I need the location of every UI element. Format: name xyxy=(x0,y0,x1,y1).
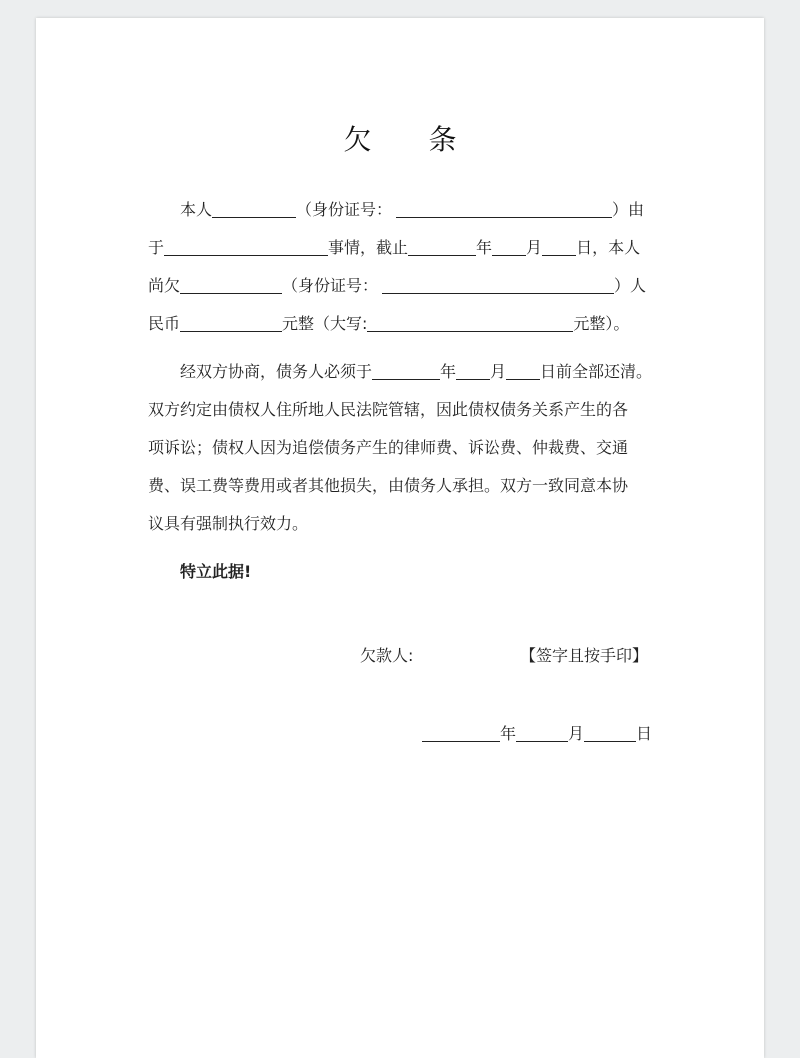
text-segment: 本人 xyxy=(180,200,213,219)
text-segment: 于 xyxy=(148,238,165,257)
blank-day[interactable] xyxy=(542,237,576,256)
text-segment: 年 xyxy=(476,238,493,257)
blank-repay-day[interactable] xyxy=(506,361,540,380)
paragraph-2-line-2: 双方约定由债权人住所地人民法院管辖，因此债权债务关系产生的各 xyxy=(148,400,629,419)
blank-name[interactable] xyxy=(212,199,296,218)
text-segment: 月 xyxy=(568,724,585,743)
blank-month[interactable] xyxy=(492,237,526,256)
signature-note: 【签字且按手印】 xyxy=(520,646,649,665)
paragraph-1-line-2 xyxy=(148,236,668,260)
blank-year[interactable] xyxy=(408,237,476,256)
text-segment: 日前全部还清。 xyxy=(540,362,653,381)
blank-matter[interactable] xyxy=(164,237,328,256)
document-title: 欠 条 xyxy=(343,123,481,156)
text-segment: 年 xyxy=(500,724,517,743)
blank-sign-year[interactable] xyxy=(422,723,500,742)
paragraph-1-line-3 xyxy=(148,274,668,298)
paragraph-1-line-4 xyxy=(148,312,668,336)
blank-id-number[interactable] xyxy=(396,199,612,218)
text-segment: （身份证号： xyxy=(282,276,379,295)
blank-amount[interactable] xyxy=(180,313,282,332)
closing-statement: 特立此据! xyxy=(180,562,252,581)
paragraph-2-line-3: 项诉讼；债权人因为追偿债务产生的律师费、诉讼费、仲裁费、交通 xyxy=(148,438,629,457)
text-segment: 民币 xyxy=(148,314,181,333)
signature-date xyxy=(422,722,662,746)
text-segment: 月 xyxy=(526,238,543,257)
text-segment: 尚欠 xyxy=(148,276,181,295)
text-segment: 经双方协商，债务人必须于 xyxy=(180,362,373,381)
text-segment: 事情，截止 xyxy=(328,238,409,257)
blank-amount-uppercase[interactable] xyxy=(367,313,573,332)
signature-label: 欠款人: xyxy=(360,646,414,665)
blank-repay-month[interactable] xyxy=(456,361,490,380)
text-segment: ）人 xyxy=(614,276,647,295)
paragraph-1-line-1 xyxy=(148,198,668,222)
text-segment: （身份证号： xyxy=(296,200,393,219)
text-segment: ）由 xyxy=(612,200,645,219)
blank-sign-day[interactable] xyxy=(584,723,636,742)
text-segment: 元整）。 xyxy=(573,314,630,333)
paragraph-2-line-5: 议具有强制执行效力。 xyxy=(148,514,309,533)
document-page xyxy=(36,18,764,1058)
blank-repay-year[interactable] xyxy=(372,361,440,380)
text-segment: 年 xyxy=(440,362,457,381)
text-segment: 月 xyxy=(490,362,507,381)
text-segment: 日，本人 xyxy=(576,238,641,257)
blank-sign-month[interactable] xyxy=(516,723,568,742)
paragraph-2-line-4: 费、误工费等费用或者其他损失，由债务人承担。双方一致同意本协 xyxy=(148,476,629,495)
blank-creditor-name[interactable] xyxy=(180,275,282,294)
text-segment: 元整（大写: xyxy=(282,314,368,333)
blank-creditor-id[interactable] xyxy=(382,275,614,294)
text-segment: 日 xyxy=(636,724,653,743)
paragraph-2-line-1 xyxy=(148,360,668,384)
